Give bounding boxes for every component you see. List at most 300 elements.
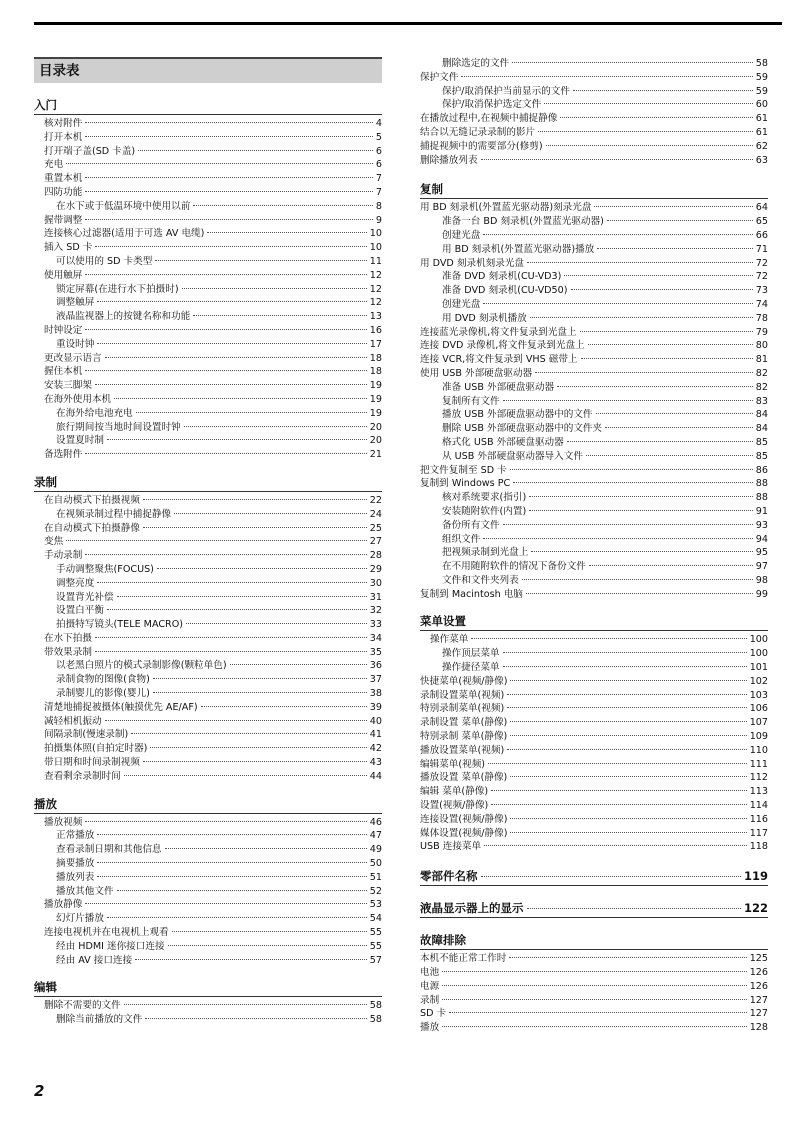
toc-entry-list — [420, 201, 768, 601]
dot-leader — [461, 76, 752, 77]
toc-entry[interactable] — [420, 229, 768, 243]
toc-entry[interactable] — [34, 604, 382, 618]
entry-page-number: 35 — [369, 646, 382, 658]
toc-entry[interactable] — [34, 912, 382, 926]
toc-entry[interactable] — [34, 352, 382, 366]
toc-entry[interactable] — [34, 200, 382, 214]
entry-page-number: 126 — [749, 967, 768, 979]
left-sections — [34, 97, 382, 1027]
toc-entry[interactable] — [420, 675, 768, 689]
toc-entry[interactable] — [34, 940, 382, 954]
toc-entry[interactable] — [34, 701, 382, 715]
dot-leader — [526, 593, 753, 594]
entry-title: 在海外给电池充电 — [56, 407, 133, 419]
entry-page-number: 81 — [755, 354, 768, 366]
toc-entry[interactable] — [34, 756, 382, 770]
toc-entry[interactable] — [34, 816, 382, 830]
entry-title: 握住本机 — [44, 366, 83, 378]
entry-page-number: 99 — [755, 588, 768, 600]
entry-page-number: 61 — [755, 126, 768, 138]
toc-entry[interactable] — [420, 408, 768, 422]
toc-entry[interactable] — [34, 324, 382, 338]
dot-leader — [507, 707, 746, 708]
entry-page-number: 31 — [369, 591, 382, 603]
entry-title: 调整触屏 — [56, 297, 95, 309]
toc-entry[interactable] — [420, 689, 768, 703]
entry-page-number: 43 — [369, 757, 382, 769]
dot-leader — [483, 538, 752, 539]
toc-entry[interactable] — [34, 145, 382, 159]
toc-entry[interactable] — [34, 770, 382, 784]
toc-entry[interactable] — [420, 381, 768, 395]
toc-entry[interactable] — [420, 505, 768, 519]
entry-title: 在自动模式下拍摄视频 — [44, 494, 140, 506]
entry-page-number: 39 — [369, 701, 382, 713]
entry-page-number: 5 — [375, 131, 382, 143]
section-title[interactable]: 入门 — [34, 97, 382, 115]
entry-page-number: 91 — [755, 505, 768, 517]
toc-entry-list — [420, 633, 768, 854]
entry-title: 删除 USB 外部硬盘驱动器中的文件夹 — [442, 423, 603, 435]
toc-entry[interactable] — [420, 312, 768, 326]
toc-entry[interactable] — [34, 117, 382, 131]
toc-entry[interactable] — [34, 1013, 382, 1027]
toc-entry[interactable] — [420, 1021, 768, 1035]
entry-page-number: 100 — [749, 648, 768, 660]
dot-leader — [230, 664, 367, 665]
entry-page-number: 50 — [369, 858, 382, 870]
toc-entry[interactable] — [420, 771, 768, 785]
entry-title: 用 BD 刻录机(外置蓝光驱动器)刻录光盘 — [420, 202, 592, 214]
dot-leader — [442, 971, 747, 972]
toc-entry[interactable] — [420, 339, 768, 353]
toc-entry[interactable] — [34, 632, 382, 646]
toc-entry[interactable] — [420, 1007, 768, 1021]
toc-entry[interactable] — [34, 591, 382, 605]
entry-page-number: 6 — [375, 159, 382, 171]
entry-title: 播放设置菜单(视频) — [420, 744, 505, 756]
toc-entry[interactable] — [34, 186, 382, 200]
entry-title: 把文件复制至 SD 卡 — [420, 464, 507, 476]
entry-page-number: 126 — [749, 980, 768, 992]
toc-entry[interactable] — [34, 871, 382, 885]
toc-entry[interactable] — [420, 112, 768, 126]
toc-entry[interactable] — [34, 434, 382, 448]
entry-page-number: 46 — [369, 816, 382, 828]
entry-title: 连接蓝光录像机,将文件复录到光盘上 — [420, 326, 577, 338]
entry-title: 用 DVD 刻录机刻录光盘 — [420, 257, 525, 269]
dot-leader — [510, 469, 753, 470]
toc-entry[interactable] — [34, 646, 382, 660]
toc-entry[interactable] — [420, 730, 768, 744]
dot-leader — [201, 706, 367, 707]
entry-page-number: 64 — [755, 202, 768, 214]
toc-entry[interactable] — [34, 494, 382, 508]
toc-entry[interactable] — [420, 450, 768, 464]
toc-entry-list — [34, 494, 382, 784]
dot-leader — [544, 103, 753, 104]
section-title[interactable]: 录制 — [34, 474, 382, 492]
toc-entry[interactable] — [420, 464, 768, 478]
entry-page-number: 128 — [749, 1022, 768, 1034]
dot-leader — [165, 848, 367, 849]
dot-leader — [143, 527, 367, 528]
dot-leader — [442, 1026, 747, 1027]
entry-title: 保护/取消保护当前显示的文件 — [442, 85, 570, 97]
toc-entry[interactable] — [34, 448, 382, 462]
toc-entry[interactable] — [34, 715, 382, 729]
toc-entry[interactable] — [34, 131, 382, 145]
entry-title: 减轻相机振动 — [44, 715, 102, 727]
toc-entry[interactable] — [34, 728, 382, 742]
entry-page-number: 127 — [749, 994, 768, 1006]
toc-entry[interactable] — [34, 885, 382, 899]
toc-entry[interactable] — [34, 296, 382, 310]
toc-entry[interactable] — [34, 172, 382, 186]
dot-leader — [145, 1018, 366, 1019]
dot-leader — [172, 931, 367, 932]
section-title-text: 零部件名称 — [420, 869, 478, 884]
toc-entry-list — [420, 952, 768, 1035]
dot-leader — [449, 1012, 747, 1013]
entry-page-number: 55 — [369, 927, 382, 939]
dot-leader — [531, 551, 752, 552]
entry-title: 使用触屏 — [44, 269, 83, 281]
toc-entry[interactable] — [420, 491, 768, 505]
entry-title: 创建光盘 — [442, 229, 481, 241]
dot-leader — [143, 499, 367, 500]
toc-entry[interactable] — [420, 633, 768, 647]
entry-page-number: 82 — [755, 367, 768, 379]
toc-entry[interactable] — [420, 395, 768, 409]
toc-entry[interactable] — [420, 477, 768, 491]
dot-leader — [535, 372, 753, 373]
dot-leader — [491, 804, 746, 805]
toc-entry[interactable] — [34, 393, 382, 407]
entry-page-number: 85 — [755, 436, 768, 448]
dot-leader — [97, 582, 366, 583]
entry-title: 锁定屏幕(在进行水下拍摄时) — [56, 283, 179, 295]
toc-entry[interactable] — [34, 421, 382, 435]
toc-entry[interactable] — [420, 98, 768, 112]
section-title[interactable]: 故障排除 — [420, 932, 768, 950]
toc-entry[interactable] — [420, 840, 768, 854]
entry-page-number: 38 — [369, 688, 382, 700]
entry-title: 文件和文件夹列表 — [442, 574, 519, 586]
toc-entry[interactable] — [34, 618, 382, 632]
toc-entry[interactable] — [420, 799, 768, 813]
entry-title: 播放 — [420, 1022, 440, 1034]
entry-page-number: 17 — [369, 338, 382, 350]
entry-page-number: 83 — [755, 395, 768, 407]
toc-entry[interactable] — [34, 577, 382, 591]
entry-page-number: 88 — [755, 492, 768, 504]
toc-entry[interactable] — [34, 407, 382, 421]
entry-title: 快捷菜单(视频/静像) — [420, 675, 508, 687]
entry-page-number: 7 — [375, 186, 382, 198]
entry-page-number: 41 — [369, 729, 382, 741]
toc-entry[interactable] — [420, 57, 768, 71]
toc-entry[interactable] — [420, 85, 768, 99]
toc-entry[interactable] — [420, 298, 768, 312]
toc-entry[interactable] — [34, 829, 382, 843]
toc-entry[interactable] — [420, 140, 768, 154]
toc-entry[interactable] — [420, 71, 768, 85]
entry-title: 安装三脚架 — [44, 380, 92, 392]
toc-entry[interactable] — [420, 560, 768, 574]
section-page-number: 119 — [743, 869, 768, 884]
entry-title: 保护/取消保护选定文件 — [442, 99, 542, 111]
toc-entry[interactable] — [420, 702, 768, 716]
toc-entry[interactable] — [34, 310, 382, 324]
dot-leader — [560, 117, 752, 118]
dot-leader — [155, 260, 366, 261]
entry-title: SD 卡 — [420, 1008, 447, 1020]
dot-leader — [564, 275, 752, 276]
section-title[interactable]: 播放 — [34, 796, 382, 814]
toc-entry[interactable] — [420, 661, 768, 675]
toc-entry[interactable] — [420, 546, 768, 560]
dot-leader — [85, 219, 373, 220]
toc-entry[interactable] — [420, 744, 768, 758]
dot-leader — [491, 790, 747, 791]
toc-entry[interactable] — [34, 227, 382, 241]
toc-entry[interactable] — [420, 574, 768, 588]
entry-title: 在水下或于低温环境中使用以前 — [56, 200, 191, 212]
toc-entry[interactable] — [34, 843, 382, 857]
entry-page-number: 47 — [369, 830, 382, 842]
toc-entry[interactable] — [420, 994, 768, 1008]
toc-entry[interactable] — [34, 687, 382, 701]
entry-page-number: 84 — [755, 409, 768, 421]
entry-title: 用 DVD 刻录机播放 — [442, 312, 527, 324]
entry-title: 连接 DVD 录像机,将文件复录到光盘上 — [420, 340, 585, 352]
entry-page-number: 19 — [369, 380, 382, 392]
entry-title: 播放列表 — [56, 871, 95, 883]
toc-entry[interactable] — [420, 326, 768, 340]
toc-entry[interactable] — [420, 257, 768, 271]
toc-entry[interactable] — [420, 716, 768, 730]
entry-title: 准备 DVD 刻录机(CU-VD3) — [442, 271, 562, 283]
dot-leader — [596, 413, 753, 414]
toc-entry[interactable] — [420, 126, 768, 140]
entry-page-number: 78 — [755, 312, 768, 324]
entry-title: 插入 SD 卡 — [44, 242, 93, 254]
entry-page-number: 117 — [749, 827, 768, 839]
page-number: 2 — [34, 1082, 45, 1100]
toc-entry[interactable] — [420, 367, 768, 381]
entry-title: 连接电视机并在电视机上观看 — [44, 927, 169, 939]
dot-leader — [143, 761, 367, 762]
dot-leader — [510, 832, 746, 833]
toc-entry[interactable] — [420, 758, 768, 772]
entry-title: 把视频录制到光盘上 — [442, 547, 529, 559]
entry-title: 幻灯片播放 — [56, 913, 104, 925]
entry-title: 删除当前播放的文件 — [56, 1014, 143, 1026]
toc-entry-list — [34, 117, 382, 462]
dot-leader — [571, 289, 753, 290]
dot-leader — [483, 303, 752, 304]
entry-page-number: 111 — [749, 758, 768, 770]
section-title[interactable] — [420, 900, 768, 918]
toc-section — [420, 613, 768, 854]
entry-page-number: 107 — [749, 717, 768, 729]
toc-entry[interactable] — [34, 673, 382, 687]
toc-entry[interactable] — [34, 338, 382, 352]
toc-entry[interactable] — [34, 898, 382, 912]
toc-entry[interactable] — [34, 158, 382, 172]
toc-entry[interactable] — [34, 549, 382, 563]
dot-leader — [529, 496, 753, 497]
dot-leader — [117, 890, 367, 891]
dot-leader — [66, 540, 367, 541]
dot-leader — [546, 145, 753, 146]
dot-leader — [85, 122, 373, 123]
toc-entry[interactable] — [420, 588, 768, 602]
section-title[interactable] — [420, 868, 768, 886]
toc-entry[interactable] — [34, 241, 382, 255]
section-title[interactable]: 编辑 — [34, 979, 382, 997]
toc-entry[interactable] — [420, 813, 768, 827]
entry-page-number: 20 — [369, 421, 382, 433]
dot-leader — [174, 513, 367, 514]
dot-leader — [510, 721, 746, 722]
dot-leader — [117, 596, 367, 597]
toc-entry[interactable] — [420, 647, 768, 661]
toc-entry[interactable] — [420, 966, 768, 980]
entry-title: 连接设置(视频/静像) — [420, 813, 508, 825]
entry-title: 特别录制 菜单(静像) — [420, 731, 508, 743]
toc-entry[interactable] — [34, 926, 382, 940]
entry-page-number: 59 — [755, 85, 768, 97]
entry-page-number: 65 — [755, 216, 768, 228]
toc-entry[interactable] — [420, 215, 768, 229]
entry-title: 查看录制日期和其他信息 — [56, 844, 162, 856]
toc-entry[interactable] — [34, 535, 382, 549]
section-title[interactable]: 复制 — [420, 181, 768, 199]
toc-entry[interactable] — [34, 563, 382, 577]
toc-entry[interactable] — [420, 422, 768, 436]
entry-title: 安装随附软件(内置) — [442, 505, 527, 517]
toc-entry[interactable] — [420, 436, 768, 450]
entry-title: 打开端子盖(SD 卡盖) — [44, 145, 136, 157]
entry-title: 组织文件 — [442, 533, 481, 545]
toc-entry[interactable] — [420, 270, 768, 284]
toc-entry[interactable] — [34, 283, 382, 297]
section-title-text: 液晶显示器上的显示 — [420, 901, 524, 916]
toc-entry[interactable] — [420, 243, 768, 257]
toc-entry[interactable] — [420, 952, 768, 966]
entry-title: 核对附件 — [44, 118, 83, 129]
toc-entry[interactable] — [34, 742, 382, 756]
entry-title: 核对系统要求(指引) — [442, 492, 527, 504]
entry-title: 在视频录制过程中捕捉静像 — [56, 508, 172, 520]
entry-page-number: 79 — [755, 326, 768, 338]
toc-entry[interactable] — [34, 999, 382, 1013]
dot-leader — [481, 876, 741, 877]
entry-page-number: 97 — [755, 561, 768, 573]
toc-entry[interactable] — [34, 659, 382, 673]
toc-entry[interactable] — [34, 379, 382, 393]
entry-page-number: 100 — [749, 634, 768, 646]
toc-entry[interactable] — [420, 284, 768, 298]
entry-title: 连接核心过滤器(适用于可选 AV 电缆) — [44, 228, 205, 240]
toc-entry[interactable] — [420, 519, 768, 533]
toc-entry[interactable] — [34, 954, 382, 968]
entry-page-number: 34 — [369, 632, 382, 644]
toc-entry[interactable] — [34, 365, 382, 379]
dot-leader — [586, 455, 753, 456]
toc-entry[interactable] — [420, 533, 768, 547]
toc-entry[interactable] — [34, 269, 382, 283]
entry-title: 编辑 菜单(静像) — [420, 786, 489, 798]
dot-leader — [157, 568, 367, 569]
dot-leader — [184, 426, 367, 427]
entry-title: 删除播放列表 — [420, 154, 478, 166]
dot-leader — [97, 862, 366, 863]
section-title[interactable]: 菜单设置 — [420, 613, 768, 631]
toc-section — [420, 181, 768, 601]
entry-page-number: 88 — [755, 478, 768, 490]
toc-entry[interactable] — [34, 857, 382, 871]
toc-section — [34, 979, 382, 1027]
entry-page-number: 8 — [375, 200, 382, 212]
toc-entry[interactable] — [420, 353, 768, 367]
toc-section — [420, 900, 768, 918]
entry-title: 电源 — [420, 980, 440, 992]
entry-page-number: 12 — [369, 269, 382, 281]
entry-page-number: 80 — [755, 340, 768, 352]
entry-page-number: 58 — [369, 1014, 382, 1026]
entry-title: 拍摄特写镜头(TELE MACRO) — [56, 619, 184, 631]
entry-page-number: 72 — [755, 257, 768, 269]
entry-title: 摘要播放 — [56, 858, 95, 870]
dot-leader — [530, 317, 753, 318]
toc-entry[interactable] — [420, 154, 768, 168]
entry-title: 带效果录制 — [44, 646, 92, 658]
dot-leader — [503, 400, 753, 401]
entry-page-number: 33 — [369, 619, 382, 631]
entry-page-number: 106 — [749, 703, 768, 715]
toc-entry[interactable] — [420, 827, 768, 841]
toc-entry[interactable] — [34, 214, 382, 228]
entry-title: 四防功能 — [44, 186, 83, 198]
entry-title: 媒体设置(视频/静像) — [420, 827, 508, 839]
entry-page-number: 10 — [369, 242, 382, 254]
entry-title: 拍摄集体照(自拍定时器) — [44, 743, 148, 755]
toc-entry[interactable] — [34, 522, 382, 536]
toc-entry[interactable] — [420, 785, 768, 799]
toc-entry[interactable] — [34, 255, 382, 269]
entry-title: 操作菜单 — [430, 634, 469, 646]
entry-title: 备选附件 — [44, 449, 83, 461]
dot-leader — [522, 579, 753, 580]
entry-title: 查看剩余录制时间 — [44, 770, 121, 782]
dot-leader — [513, 482, 753, 483]
toc-entry[interactable] — [420, 201, 768, 215]
entry-title: 时钟设定 — [44, 324, 83, 336]
entry-title: 播放静像 — [44, 899, 83, 911]
entry-title: 在自动模式下拍摄静像 — [44, 522, 140, 534]
entry-page-number: 62 — [755, 140, 768, 152]
toc-entry[interactable] — [420, 980, 768, 994]
dot-leader — [85, 329, 366, 330]
toc-entry[interactable] — [34, 508, 382, 522]
entry-title: 准备一台 BD 刻录机(外置蓝光驱动器) — [442, 216, 604, 228]
entry-title: 打开本机 — [44, 131, 83, 143]
entry-title: 特别录制菜单(视频) — [420, 703, 505, 715]
entry-page-number: 27 — [369, 536, 382, 548]
